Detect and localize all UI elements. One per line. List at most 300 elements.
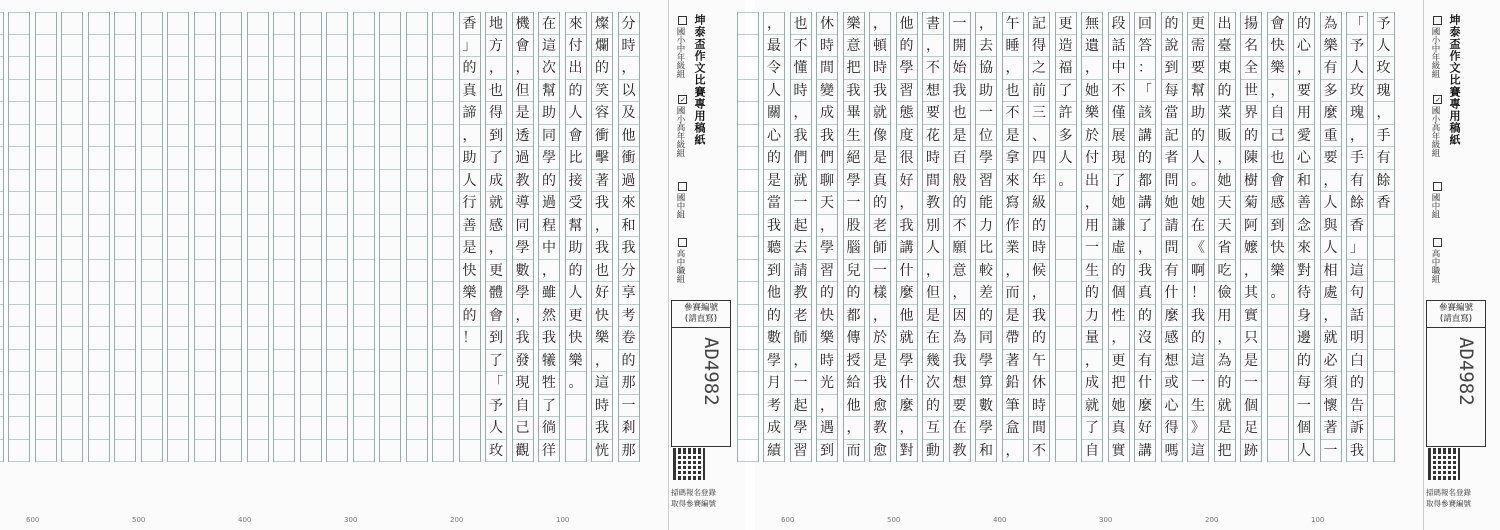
grid-cell: 態 xyxy=(897,102,917,125)
grid-cell: 玫 xyxy=(1374,57,1394,80)
grid-cell: 一 xyxy=(976,102,996,125)
grid-cell xyxy=(327,237,347,260)
grid-cell: 。 xyxy=(566,372,586,395)
grid-cell: 什 xyxy=(897,372,917,395)
grid-cell: 來 xyxy=(1003,170,1023,193)
essay-page-left xyxy=(0,0,745,530)
grid-cell: 們 xyxy=(817,147,837,170)
grid-cell xyxy=(433,12,453,35)
grid-cell: 請 xyxy=(791,260,811,283)
grid-cell: 。 xyxy=(1268,282,1288,305)
grid-cell: 笑 xyxy=(592,80,612,103)
grid-cell: 過 xyxy=(513,147,533,170)
checkbox-icon[interactable] xyxy=(1433,16,1442,25)
grid-cell xyxy=(354,237,374,260)
grid-cell: 瑰 xyxy=(1347,102,1367,125)
grid-cell: 就 xyxy=(486,192,506,215)
grid-cell xyxy=(9,125,29,148)
grid-cell xyxy=(354,260,374,283)
grid-cell xyxy=(221,125,241,148)
grid-cell xyxy=(36,417,56,440)
grid-cell xyxy=(195,125,215,148)
grid-cell: 算 xyxy=(976,372,996,395)
grid-cell xyxy=(168,12,188,35)
grid-cell: 快 xyxy=(460,260,480,283)
grid-cell xyxy=(89,12,109,35)
grid-cell xyxy=(142,372,162,395)
ruler-mark: 600 xyxy=(26,516,40,524)
grid-cell xyxy=(36,350,56,373)
grid-cell: 體 xyxy=(486,282,506,305)
grid-cell xyxy=(142,125,162,148)
grid-cell: 需 xyxy=(1188,35,1208,58)
grid-cell xyxy=(221,215,241,238)
grid-cell xyxy=(195,350,215,373)
grid-cell: 但 xyxy=(923,282,943,305)
grid-cell: 時 xyxy=(619,35,639,58)
grid-cell: 心 xyxy=(1294,147,1314,170)
grid-cell xyxy=(195,395,215,418)
grid-cell: 教 xyxy=(513,170,533,193)
ruler-mark: 300 xyxy=(1099,516,1113,524)
grid-cell: 實 xyxy=(1109,440,1129,463)
grid-cell: 不 xyxy=(1029,440,1049,463)
grid-cell xyxy=(62,80,82,103)
grid-cell xyxy=(248,417,268,440)
option-elementary-middle[interactable]: 國小中年級組 xyxy=(1429,16,1442,78)
grid-cell: 去 xyxy=(976,35,996,58)
grid-cell xyxy=(62,125,82,148)
grid-cell xyxy=(738,350,758,373)
grid-cell xyxy=(115,237,135,260)
grid-cell: 時 xyxy=(817,350,837,373)
option-elementary-upper[interactable]: ✓國小高年級組 xyxy=(1430,96,1442,157)
grid-cell: 徉 xyxy=(539,440,559,463)
grid-cell: 是 xyxy=(513,102,533,125)
grid-cell: 訴 xyxy=(1347,417,1367,440)
grid-cell: 講 xyxy=(1135,440,1155,463)
grid-cell xyxy=(89,440,109,463)
grid-cell xyxy=(327,12,347,35)
grid-cell: 為 xyxy=(1215,350,1235,373)
grid-cell xyxy=(195,327,215,350)
grid-cell xyxy=(1056,260,1076,283)
grid-cell: 快 xyxy=(1268,237,1288,260)
grid-cell: 人 xyxy=(1347,57,1367,80)
grid-cell: 段 xyxy=(1109,12,1129,35)
grid-cell xyxy=(115,125,135,148)
grid-cell xyxy=(301,305,321,328)
grid-column xyxy=(1055,12,1077,462)
grid-cell xyxy=(9,237,29,260)
grid-cell xyxy=(1056,305,1076,328)
grid-cell xyxy=(248,57,268,80)
grid-cell: 休 xyxy=(1029,372,1049,395)
grid-cell xyxy=(433,372,453,395)
qr-code-icon[interactable] xyxy=(673,448,705,480)
grid-cell: 的 xyxy=(1029,215,1049,238)
grid-cell xyxy=(36,440,56,463)
grid-cell: 來 xyxy=(1294,237,1314,260)
grid-cell xyxy=(433,147,453,170)
grid-cell: 麼 xyxy=(897,282,917,305)
registration-number: AD4982 xyxy=(1455,337,1477,406)
grid-cell: 的 xyxy=(817,282,837,305)
grid-cell: 牲 xyxy=(539,372,559,395)
grid-cell xyxy=(301,12,321,35)
grid-cell: 寫 xyxy=(1003,192,1023,215)
grid-column xyxy=(247,12,269,462)
grid-cell: 想 xyxy=(1162,350,1182,373)
grid-cell: 句 xyxy=(1347,282,1367,305)
grid-cell xyxy=(221,237,241,260)
grid-cell: 己 xyxy=(513,417,533,440)
grid-cell: 樹 xyxy=(1241,170,1261,193)
grid-cell: 我 xyxy=(791,125,811,148)
grid-cell xyxy=(566,395,586,418)
grid-cell: 世 xyxy=(1241,80,1261,103)
option-senior-high[interactable]: 高中職組 xyxy=(674,238,687,283)
grid-cell: 、 xyxy=(1029,125,1049,148)
grid-cell: 師 xyxy=(870,237,890,260)
grid-cell: 全 xyxy=(1241,57,1261,80)
grid-cell: 我 xyxy=(619,237,639,260)
grid-cell xyxy=(407,192,427,215)
grid-cell xyxy=(327,215,347,238)
grid-cell: ， xyxy=(460,125,480,148)
checkbox-icon[interactable] xyxy=(678,238,687,247)
option-senior-high[interactable]: 高中職組 xyxy=(1429,238,1442,283)
grid-cell xyxy=(380,102,400,125)
grid-cell: 要 xyxy=(1294,80,1314,103)
grid-cell xyxy=(738,372,758,395)
grid-cell: 令 xyxy=(764,57,784,80)
grid-cell: 是 xyxy=(923,305,943,328)
grid-cell xyxy=(566,417,586,440)
grid-cell: 願 xyxy=(950,237,970,260)
grid-cell: 樂 xyxy=(592,327,612,350)
grid-cell: 動 xyxy=(923,440,943,463)
grid-cell: 樂 xyxy=(460,282,480,305)
grid-cell: 跡 xyxy=(1241,440,1261,463)
grid-cell: 幫 xyxy=(539,80,559,103)
grid-cell: 餘 xyxy=(1374,170,1394,193)
option-junior-high[interactable]: 國中組 xyxy=(1429,182,1442,219)
grid-column xyxy=(949,12,971,462)
grid-cell: 白 xyxy=(1347,350,1367,373)
grid-column xyxy=(737,12,759,462)
grid-cell xyxy=(738,35,758,58)
grid-cell xyxy=(274,192,294,215)
grid-cell xyxy=(0,350,3,373)
grid-cell: 得 xyxy=(1029,35,1049,58)
grid-column xyxy=(141,12,163,462)
grid-cell: 心 xyxy=(764,125,784,148)
grid-cell: 習 xyxy=(976,170,996,193)
grid-cell: 為 xyxy=(1321,12,1341,35)
grid-cell xyxy=(115,372,135,395)
grid-cell: 用 xyxy=(1082,215,1102,238)
grid-cell xyxy=(62,102,82,125)
grid-cell: ， xyxy=(539,260,559,283)
grid-cell xyxy=(36,147,56,170)
grid-cell xyxy=(301,35,321,58)
grid-cell: ， xyxy=(1135,237,1155,260)
grid-cell xyxy=(354,282,374,305)
grid-cell: 對 xyxy=(897,440,917,463)
grid-cell: 前 xyxy=(1029,80,1049,103)
grid-cell: 間 xyxy=(923,170,943,193)
grid-cell: ， xyxy=(592,215,612,238)
checkbox-checked-icon[interactable]: ✓ xyxy=(1434,96,1442,104)
grid-cell: 分 xyxy=(619,12,639,35)
grid-cell xyxy=(274,170,294,193)
grid-cell xyxy=(354,327,374,350)
qr-note: 掃碼報名登錄 取得參賽編號 xyxy=(671,488,716,508)
grid-cell: 助 xyxy=(460,147,480,170)
grid-cell: 當 xyxy=(764,192,784,215)
grid-cell: ， xyxy=(1241,260,1261,283)
grid-cell xyxy=(1056,350,1076,373)
grid-cell: 學 xyxy=(897,350,917,373)
grid-cell xyxy=(36,80,56,103)
grid-cell xyxy=(1056,372,1076,395)
grid-cell: 能 xyxy=(976,192,996,215)
grid-cell: 到 xyxy=(1162,57,1182,80)
grid-cell xyxy=(433,350,453,373)
grid-cell: 懷 xyxy=(1321,395,1341,418)
grid-cell xyxy=(274,282,294,305)
grid-cell: 的 xyxy=(1162,12,1182,35)
grid-cell xyxy=(301,215,321,238)
grid-cell: 雖 xyxy=(539,282,559,305)
grid-cell: 帶 xyxy=(1003,327,1023,350)
grid-cell: 過 xyxy=(539,192,559,215)
grid-cell xyxy=(89,327,109,350)
grid-cell: 是 xyxy=(870,147,890,170)
grid-column xyxy=(512,12,534,462)
grid-cell: ， xyxy=(817,215,837,238)
grid-cell: ， xyxy=(1268,80,1288,103)
grid-cell xyxy=(115,12,135,35)
grid-cell: 學 xyxy=(976,147,996,170)
grid-cell xyxy=(301,57,321,80)
grid-cell: 書 xyxy=(923,12,943,35)
grid-cell xyxy=(168,260,188,283)
grid-cell: 次 xyxy=(539,57,559,80)
grid-cell: ， xyxy=(791,102,811,125)
grid-cell xyxy=(354,80,374,103)
grid-cell: 考 xyxy=(619,305,639,328)
grid-column xyxy=(763,12,785,462)
grid-cell: 這 xyxy=(1188,440,1208,463)
grid-cell xyxy=(1374,282,1394,305)
option-elementary-middle[interactable]: 國小中年級組 xyxy=(674,16,687,78)
grid-cell xyxy=(354,440,374,463)
grid-cell: ， xyxy=(1003,260,1023,283)
grid-cell xyxy=(62,305,82,328)
grid-cell xyxy=(9,102,29,125)
grid-cell: 就 xyxy=(1215,395,1235,418)
grid-cell: 人 xyxy=(1056,147,1076,170)
grid-cell: ， xyxy=(513,57,533,80)
grid-cell: 我 xyxy=(897,215,917,238)
grid-cell: 習 xyxy=(791,440,811,463)
grid-cell: 級 xyxy=(1029,192,1049,215)
grid-cell: 著 xyxy=(1321,417,1341,440)
grid-cell: 陳 xyxy=(1241,147,1261,170)
grid-cell: 意 xyxy=(844,35,864,58)
option-junior-high[interactable]: 國中組 xyxy=(674,182,687,219)
grid-cell xyxy=(407,102,427,125)
grid-cell: 給 xyxy=(844,372,864,395)
grid-cell: 麼 xyxy=(1321,102,1341,125)
grid-cell xyxy=(327,125,347,148)
grid-cell: 傳 xyxy=(844,327,864,350)
grid-cell: 教 xyxy=(870,417,890,440)
grid-cell: 互 xyxy=(923,417,943,440)
grid-cell xyxy=(168,125,188,148)
grid-cell xyxy=(36,372,56,395)
grid-cell: 助 xyxy=(1188,102,1208,125)
grid-cell xyxy=(380,215,400,238)
grid-cell: 她 xyxy=(1109,395,1129,418)
grid-cell xyxy=(1056,215,1076,238)
grid-cell xyxy=(327,192,347,215)
grid-cell xyxy=(1268,395,1288,418)
grid-cell: 」 xyxy=(1347,237,1367,260)
grid-cell xyxy=(301,395,321,418)
grid-cell: 必 xyxy=(1321,350,1341,373)
grid-cell xyxy=(168,395,188,418)
grid-column xyxy=(0,12,4,462)
checkbox-icon[interactable] xyxy=(1433,238,1442,247)
grid-cell: 了 xyxy=(1056,80,1076,103)
grid-cell xyxy=(195,147,215,170)
checkbox-icon[interactable] xyxy=(678,182,687,191)
grid-cell: 遇 xyxy=(817,417,837,440)
grid-cell: 嬤 xyxy=(1241,237,1261,260)
grid-cell xyxy=(195,215,215,238)
grid-cell: 數 xyxy=(976,395,996,418)
grid-cell xyxy=(0,147,3,170)
grid-cell xyxy=(195,417,215,440)
option-elementary-upper[interactable]: ✓國小高年級組 xyxy=(675,96,687,157)
grid-cell: 揚 xyxy=(1241,12,1261,35)
grid-cell: 分 xyxy=(619,260,639,283)
grid-cell xyxy=(62,327,82,350)
grid-cell: 頓 xyxy=(870,35,890,58)
grid-cell: 與 xyxy=(1321,215,1341,238)
grid-cell xyxy=(738,147,758,170)
grid-cell: 他 xyxy=(764,282,784,305)
grid-cell xyxy=(195,170,215,193)
sheet-title: 坤泰盃作文比賽專用稿紙 xyxy=(693,14,706,146)
grid-cell: 更 xyxy=(1109,350,1129,373)
grid-column xyxy=(922,12,944,462)
grid-cell: 度 xyxy=(897,125,917,148)
grid-cell xyxy=(1374,417,1394,440)
grid-cell: 有 xyxy=(1321,57,1341,80)
grid-cell xyxy=(1268,305,1288,328)
grid-cell xyxy=(407,12,427,35)
grid-cell: 學 xyxy=(791,417,811,440)
grid-cell: 者 xyxy=(1162,147,1182,170)
grid-cell: 幾 xyxy=(923,350,943,373)
grid-cell xyxy=(9,170,29,193)
checkbox-icon[interactable] xyxy=(1433,182,1442,191)
grid-cell xyxy=(168,35,188,58)
qr-code-icon[interactable] xyxy=(1428,448,1460,480)
grid-cell: 間 xyxy=(817,57,837,80)
grid-cell: 比 xyxy=(976,237,996,260)
grid-cell: ， xyxy=(513,305,533,328)
grid-cell: 講 xyxy=(1135,125,1155,148)
grid-cell xyxy=(1268,327,1288,350)
grid-cell: 一 xyxy=(950,12,970,35)
grid-cell xyxy=(433,57,453,80)
ruler-mark: 500 xyxy=(887,516,901,524)
grid-cell: 習 xyxy=(897,80,917,103)
grid-cell: 會 xyxy=(1268,12,1288,35)
checkbox-icon[interactable] xyxy=(678,16,687,25)
grid-cell xyxy=(248,350,268,373)
grid-cell xyxy=(738,417,758,440)
grid-cell xyxy=(168,237,188,260)
grid-cell: 程 xyxy=(539,215,559,238)
grid-cell xyxy=(738,12,758,35)
grid-cell: 股 xyxy=(844,215,864,238)
grid-cell: 都 xyxy=(844,305,864,328)
ruler-mark: 200 xyxy=(1205,516,1219,524)
grid-cell xyxy=(738,215,758,238)
grid-cell xyxy=(36,12,56,35)
grid-cell xyxy=(168,170,188,193)
grid-cell: ， xyxy=(870,12,890,35)
grid-cell xyxy=(274,35,294,58)
grid-cell xyxy=(380,57,400,80)
grid-cell xyxy=(9,372,29,395)
grid-cell xyxy=(274,260,294,283)
grid-cell: 同 xyxy=(976,327,996,350)
grid-cell: 他 xyxy=(897,12,917,35)
grid-cell xyxy=(221,12,241,35)
grid-cell xyxy=(62,372,82,395)
grid-cell xyxy=(89,215,109,238)
grid-cell: 出 xyxy=(566,57,586,80)
grid-cell xyxy=(460,350,480,373)
grid-cell: 時 xyxy=(870,57,890,80)
grid-cell xyxy=(0,260,3,283)
grid-cell: 月 xyxy=(764,372,784,395)
grid-cell xyxy=(115,170,135,193)
grid-cell: 對 xyxy=(1294,260,1314,283)
grid-cell: 受 xyxy=(566,192,586,215)
grid-cell: 一 xyxy=(619,395,639,418)
grid-cell: 就 xyxy=(870,102,890,125)
grid-cell: 感 xyxy=(1268,192,1288,215)
grid-cell xyxy=(62,35,82,58)
grid-cell xyxy=(248,80,268,103)
ruler-mark: 100 xyxy=(1311,516,1325,524)
grid-column xyxy=(538,12,560,462)
grid-cell: 地 xyxy=(486,12,506,35)
grid-cell: 答 xyxy=(1135,35,1155,58)
grid-cell: 衝 xyxy=(592,125,612,148)
checkbox-checked-icon[interactable]: ✓ xyxy=(679,96,687,104)
grid-cell: 了 xyxy=(1135,215,1155,238)
grid-cell xyxy=(327,80,347,103)
